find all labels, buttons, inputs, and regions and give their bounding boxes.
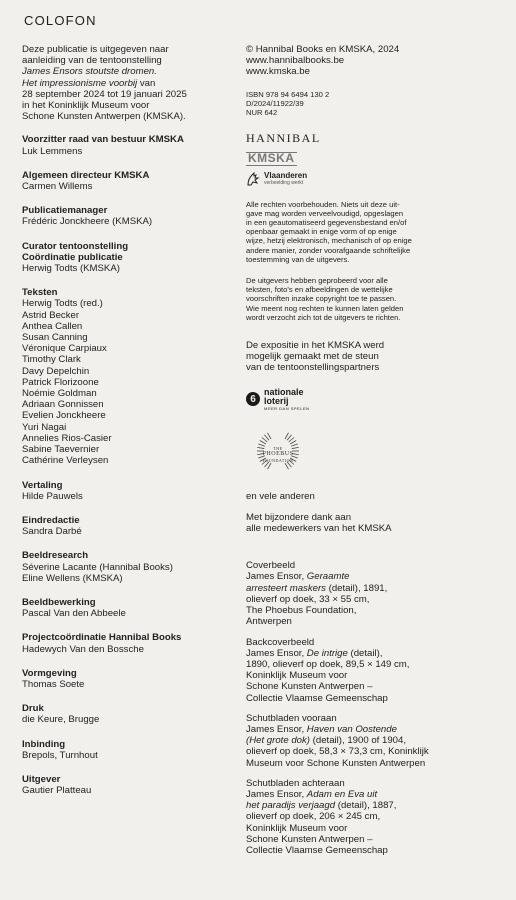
exhibition-title: James Ensors stoutste dromen. xyxy=(22,66,157,78)
credit-person: Annelies Rios-Casier xyxy=(22,432,112,444)
credit-section xyxy=(22,668,237,690)
hannibal-logo: HANNIBAL xyxy=(246,131,321,146)
credit-person: Frédéric Jonckheere (KMSKA) xyxy=(22,216,153,228)
credit-person: Véronique Carpiaux xyxy=(22,343,107,355)
credit-person: Eline Wellens (KMSKA) xyxy=(22,572,123,584)
credit-person: Séverine Lacante (Hannibal Books) xyxy=(22,561,173,573)
vlaanderen-logo xyxy=(246,172,496,186)
copyright-notice xyxy=(246,276,496,322)
nur-code: NUR 642 xyxy=(246,108,278,118)
credit-section xyxy=(22,134,237,156)
credit-role: Teksten xyxy=(22,287,58,299)
artwork-title: arresteert maskers xyxy=(246,582,326,594)
credit-person: Yuri Nagai xyxy=(22,421,67,433)
credit-person: Davy Depelchin xyxy=(22,365,90,377)
credit-role: Curator tentoonstelling xyxy=(22,240,129,252)
credit-person: Timothy Clark xyxy=(22,354,81,366)
credit-line: The Phoebus Foundation, xyxy=(246,605,357,617)
intro-line: aanleiding van de tentoonstelling xyxy=(22,55,162,67)
credit-heading: Schutbladen achteraan xyxy=(246,777,345,789)
copyright-note-line: voorschriften inzake copyright toe te passen. xyxy=(246,294,397,304)
credit-role: Coördinatie publicatie xyxy=(22,251,123,263)
credit-line: olieverf op doek, 58,3 × 73,3 cm, Koninklijk xyxy=(246,746,429,758)
credit-section xyxy=(22,515,237,537)
copyright-note-line: Wie meent nog rechten te kunnen laten gelden xyxy=(246,303,404,313)
rights-line: in een geautomatiseerd gegevensbestand en/of xyxy=(246,218,407,228)
credit-role: Beeldbewerking xyxy=(22,596,96,608)
support-line: van de tentoonstellingspartners xyxy=(246,362,380,374)
kmska-logo: KMSKA xyxy=(248,151,295,166)
credit-heading: Backcoverbeeld xyxy=(246,636,315,648)
credit-section xyxy=(22,480,237,502)
credit-section xyxy=(22,703,237,725)
credit-role: Voorzitter raad van bestuur KMSKA xyxy=(22,134,184,146)
credit-person: Cathérine Verleysen xyxy=(22,455,109,467)
credit-person: Anthea Callen xyxy=(22,320,83,332)
credit-line: 1890, olieverf op doek, 89,5 × 149 cm, xyxy=(246,658,410,670)
artwork-title: (Het grote dok) xyxy=(246,735,310,747)
copyright-note-line: teksten, foto's en afbeeldingen de wettelijke xyxy=(246,285,393,295)
credit-section xyxy=(22,632,237,654)
credits-column xyxy=(22,44,237,809)
credit-role: Publicatiemanager xyxy=(22,205,108,217)
phoebus-text: FOUNDATION xyxy=(262,457,294,463)
credit-person: Astrid Becker xyxy=(22,309,80,321)
credits-list xyxy=(22,134,237,796)
credit-role: Beeldresearch xyxy=(22,550,89,562)
credit-person: die Keure, Brugge xyxy=(22,714,100,726)
credit-role: Eindredactie xyxy=(22,514,80,526)
artwork-title: Geraamte xyxy=(306,571,350,583)
nationale-loterij-logo xyxy=(246,388,496,411)
artwork-title: De intrige xyxy=(306,647,348,659)
credit-line: Collectie Vlaamse Gemeenschap xyxy=(246,844,388,856)
intro-line: Deze publicatie is uitgegeven naar xyxy=(22,44,169,55)
thanks-text xyxy=(246,512,496,534)
loterij-wordmark: nationale xyxy=(264,386,304,397)
credit-section xyxy=(22,170,237,192)
credit-person: Herwig Todts (KMSKA) xyxy=(22,263,120,275)
exhibition-dates: 28 september 2024 tot 19 januari 2025 xyxy=(22,88,187,100)
credit-line: Collectie Vlaamse Gemeenschap xyxy=(246,692,388,704)
copyright-line: © Hannibal Books en KMSKA, 2024 xyxy=(246,44,400,55)
endpapers-front-credit: Schutbladen vooraan James Ensor, Haven van Oostende (Het grote dok) (detail), 1900 of 1904, olieverf op doek, 58,3 × 73,3 cm, Koninklijk Museum voor Schone Kunsten Antwerpen xyxy=(246,713,496,769)
credit-person: Luk Lemmens xyxy=(22,145,83,157)
phoebus-foundation-logo xyxy=(256,429,300,473)
credit-person: Adriaan Gonnissen xyxy=(22,399,104,411)
isbn-block xyxy=(246,90,496,118)
phoebus-text: THE xyxy=(273,445,283,451)
intro-line: Schone Kunsten Antwerpen (KMSKA). xyxy=(22,111,186,123)
credit-person: Evelien Jonckheere xyxy=(22,410,106,422)
page-title: COLOFON xyxy=(24,13,97,28)
credit-person: Thomas Soete xyxy=(22,678,85,690)
intro-text xyxy=(22,44,237,122)
thanks-line: alle medewerkers van het KMSKA xyxy=(246,523,392,535)
flemish-lion-icon xyxy=(246,172,260,186)
others-text: en vele anderen xyxy=(246,490,315,502)
loterij-tagline: MEER DAN SPELEN xyxy=(264,405,310,411)
back-cover-credit: Backcoverbeeld James Ensor, De intrige (detail), 1890, olieverf op doek, 89,5 × 149 cm, Koninklijk Museum voor Schone Kunsten Antwerpen – Collectie Vlaamse Gemeenschap xyxy=(246,637,496,704)
credit-person: Hadewych Van den Bossche xyxy=(22,643,144,655)
credit-section xyxy=(22,241,237,275)
credit-line: olieverf op doek, 206 × 245 cm, xyxy=(246,811,381,823)
artwork-title: Haven van Oostende xyxy=(306,723,397,735)
intro-line: in het Koninklijk Museum voor xyxy=(22,100,150,112)
phoebus-text: PHOEBUS xyxy=(262,450,294,457)
credit-section xyxy=(22,739,237,761)
credit-line: Schone Kunsten Antwerpen – xyxy=(246,681,373,693)
credit-role: Projectcoördinatie Hannibal Books xyxy=(22,632,182,644)
credit-section xyxy=(22,205,237,227)
cover-credit: Coverbeeld James Ensor, Geraamte arresteert maskers (detail), 1891, olieverf op doek, 33 × 55 cm, The Phoebus Foundation, Antwerpen xyxy=(246,560,496,627)
copyright-note-line: De uitgevers hebben geprobeerd voor alle xyxy=(246,276,388,286)
support-text xyxy=(246,340,496,374)
credit-role: Druk xyxy=(22,703,44,715)
credit-person: Gautier Platteau xyxy=(22,785,92,797)
credit-line: Museum voor Schone Kunsten Antwerpen xyxy=(246,757,426,769)
artwork-title: Adam en Eva uit xyxy=(306,788,378,800)
credit-section xyxy=(22,287,237,466)
museum-website: www.kmska.be xyxy=(246,66,310,78)
rights-line: openbaar gemaakt in enige vorm of op enige xyxy=(246,227,397,237)
credit-section xyxy=(22,774,237,796)
credit-person: Carmen Willems xyxy=(22,181,93,193)
artwork-title: het paradijs verjaagd xyxy=(246,800,336,812)
rights-line: wijze, hetzij elektronisch, mechanisch of op enige xyxy=(246,236,412,246)
credit-role: Algemeen directeur KMSKA xyxy=(22,169,150,181)
credit-person: Sabine Taevernier xyxy=(22,444,100,456)
credit-role: Vormgeving xyxy=(22,667,77,679)
credit-line: Schone Kunsten Antwerpen – xyxy=(246,833,373,845)
credit-person: Noémie Goldman xyxy=(22,388,97,400)
credit-role: Inbinding xyxy=(22,738,66,750)
publisher-website: www.hannibalbooks.be xyxy=(246,55,345,67)
isbn: ISBN 978 94 6494 130 2 xyxy=(246,89,330,99)
credit-role: Uitgever xyxy=(22,773,61,785)
rights-notice xyxy=(246,200,496,264)
publication-info-column xyxy=(246,44,496,868)
rights-line: toestemming van de uitgevers. xyxy=(246,254,350,264)
credit-person: Pascal Van den Abbeele xyxy=(22,608,126,620)
credit-person: Susan Canning xyxy=(22,332,88,344)
rights-line: gave mag worden verveelvoudigd, opgeslagen xyxy=(246,208,404,218)
credit-section xyxy=(22,597,237,619)
credit-section xyxy=(22,550,237,584)
credit-person: Brepols, Turnhout xyxy=(22,749,98,761)
intro-line: van xyxy=(137,77,156,89)
rights-line: Alle rechten voorbehouden. Niets uit deze uit- xyxy=(246,199,400,209)
credit-person: Hilde Pauwels xyxy=(22,490,83,502)
credit-line: Koninklijk Museum voor xyxy=(246,670,348,682)
copyright-block xyxy=(246,44,496,78)
thanks-line: Met bijzondere dank aan xyxy=(246,511,352,523)
endpapers-back-credit: Schutbladen achteraan James Ensor, Adam en Eva uit het paradijs verjaagd (detail), 1887, olieverf op doek, 206 × 245 cm, Koninklijk Museum voor Schone Kunsten Antwerpen – Collectie Vlaamse Gemeenschap xyxy=(246,778,496,856)
support-line: De expositie in het KMSKA werd xyxy=(246,340,385,352)
credit-line: Koninklijk Museum voor xyxy=(246,822,348,834)
rights-line: andere manier, zonder voorafgaande schriftelijke xyxy=(246,245,411,255)
depot-number: D/2024/11922/39 xyxy=(246,98,304,108)
credit-role: Vertaling xyxy=(22,479,63,491)
loterij-icon: 6 xyxy=(246,392,260,406)
credit-person: Sandra Darbé xyxy=(22,526,82,538)
support-line: mogelijk gemaakt met de steun xyxy=(246,351,379,363)
vlaanderen-tagline: verbeelding werkt xyxy=(264,179,304,186)
exhibition-subtitle: Het impressionisme voorbij xyxy=(22,77,138,89)
credit-person: Herwig Todts (red.) xyxy=(22,298,103,310)
copyright-note-line: wordt verzocht zich tot de uitgevers te richten. xyxy=(246,312,401,322)
loterij-wordmark: loterij xyxy=(264,395,289,406)
credit-heading: Schutbladen vooraan xyxy=(246,712,337,724)
vlaanderen-wordmark: Vlaanderen verbeelding werkt xyxy=(264,170,308,186)
credit-line: Antwerpen xyxy=(246,616,292,628)
credit-line: olieverf op doek, 33 × 55 cm, xyxy=(246,593,370,605)
credit-heading: Coverbeeld xyxy=(246,560,296,572)
credit-person: Patrick Florizoone xyxy=(22,376,99,388)
